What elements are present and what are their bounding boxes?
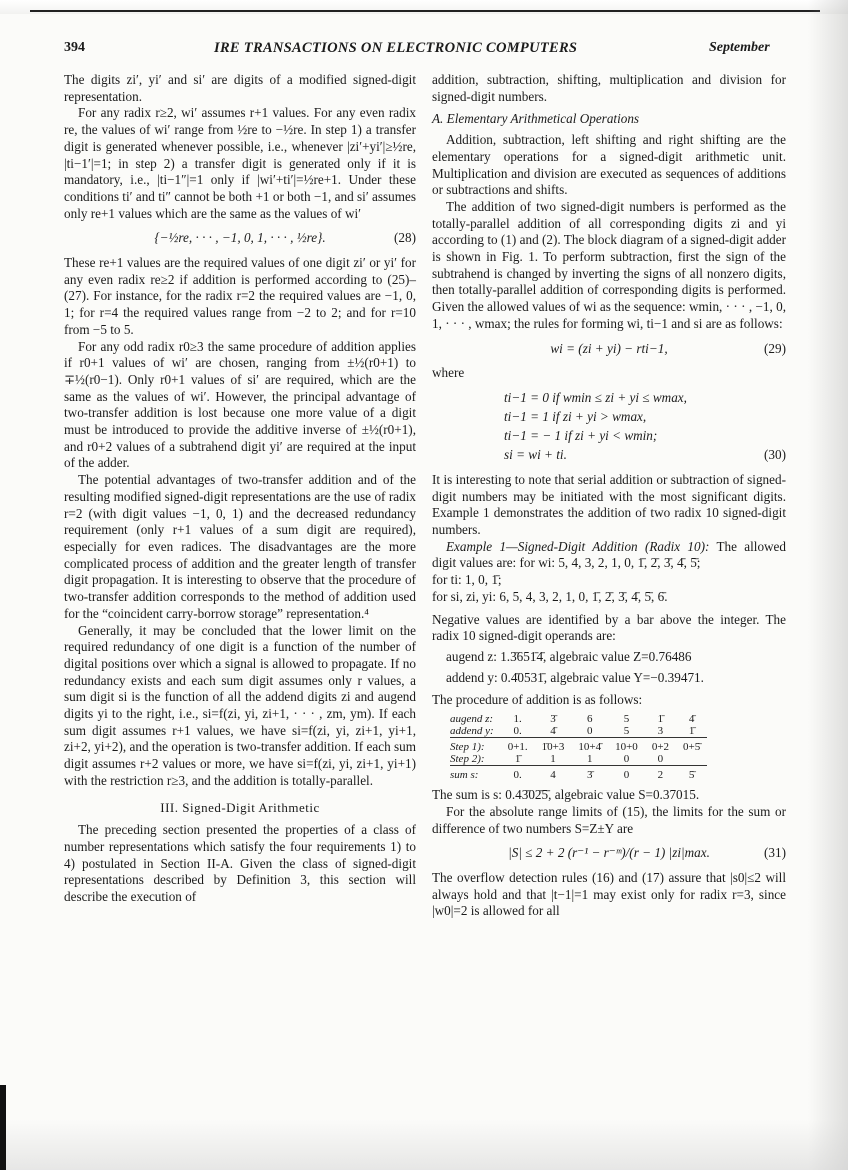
table-cell: 2 — [645, 766, 676, 782]
example-title: Example 1—Signed-Digit Addition (Radix 10): — [446, 538, 710, 554]
table-cell: 3 — [657, 725, 664, 738]
table-cell: 1̄ — [657, 713, 664, 726]
section-heading: III. Signed-Digit Arithmetic — [160, 799, 320, 815]
paragraph: These re+1 values are the required values of one digit zi′ or yi′ for any even radix re≥2 if addition is performed according to (25)–(27). For instance, for the radix r=2 the required values are −1, 0, 1; for r=4 the required values range from −2 to 2; and for r=10 from −5 to 5. — [64, 255, 416, 337]
table-cell: 1. — [513, 713, 522, 726]
issue-month: September — [709, 40, 770, 55]
table-cell: 0+1. — [501, 738, 535, 754]
table-cell: 3̄ — [550, 713, 556, 726]
paragraph: Addition, subtraction, left shifting and right shifting are the elementary operations for a signed-digit arithmetic unit. Multiplication and division are executed as sequences of additions or subtractions and shifts. — [432, 132, 786, 198]
table-cell: 4̄ — [550, 725, 556, 738]
scan-shadow-bottom — [0, 1120, 848, 1170]
table-cell: 6 — [586, 713, 593, 726]
table-cell: 5 — [623, 713, 630, 726]
paragraph: Negative values are identified by a bar above the integer. The radix 10 signed-digit operands are: — [432, 611, 786, 644]
running-header — [64, 40, 800, 60]
table-cell: 1 — [586, 753, 593, 766]
table-cell — [676, 753, 707, 766]
equation-31 — [432, 845, 786, 862]
equation-body: wi = (zi + yi) − rti−1, — [550, 340, 668, 356]
paragraph: Generally, it may be concluded that the lower limit on the required redundancy of one digit is a function of the number of digital positions over which a signal is allowed to propagate. If no redundancy exists and each sum digit assumes only r values, a sum digit si is the function of all the addend digits zi and augend digits yi to the right, i.e., si=f(zi, yi, zi+1, · · · , zm, ym). If each sum digit assumes r+1 values, we have si=f(zi, yi, zi+1, yi+1, zi+2, yi+2), and the operation is two-transfer addition. If each sum digit assumes r+2 values or more, we have si=f(zi, yi, zi+1, yi+1) with the restriction r≥3, and the addition is totally-parallel. — [64, 622, 416, 788]
table-cell: 0+5̄ — [676, 738, 707, 754]
equation-28 — [64, 230, 416, 247]
example-block — [432, 539, 786, 572]
equation-number: (30) — [764, 447, 786, 463]
equation-line: ti−1 = 1 if zi + yi > wmax, — [504, 408, 647, 424]
paragraph: It is interesting to note that serial addition or subtraction of signed-digit numbers may be initiated with the most significant digits. Example 1 demonstrates the addition of two radix 10 signed-digit numbers. — [432, 471, 786, 538]
scan-binding-edge — [0, 1085, 6, 1170]
table-cell: 10+0 — [608, 738, 645, 754]
journal-title: IRE TRANSACTIONS ON ELECTRONIC COMPUTERS — [214, 40, 578, 56]
equation-line: ti−1 = − 1 if zi + yi < wmin; — [504, 427, 658, 443]
equation-number: (28) — [394, 230, 416, 246]
row-label: Step 1): — [450, 738, 501, 754]
row-label: augend z: — [450, 713, 494, 726]
table-row — [450, 766, 707, 782]
operand-augend: augend z: 1.3̄651̄4̄, algebraic value Z=0.76486 — [446, 648, 692, 664]
table-cell: 0 — [608, 766, 645, 782]
example-line: for ti: 1, 0, 1̄; — [432, 572, 502, 588]
table-row — [450, 738, 707, 754]
table-cell: 1̄ — [688, 725, 695, 738]
table-cell: 0 — [657, 753, 664, 766]
row-label: Step 2): — [450, 753, 485, 766]
addition-table — [450, 713, 707, 781]
paragraph: For any radix r≥2, wi′ assumes r+1 values. For any even radix re, the values of wi′ range from ½re to −½re. In step 1) a transfer digit is generated whenever possible, i.e., whenever |zi′+yi′|≥½re, |ti−1′|=1; in step 2) a transfer digit is generated only if it is mandatory, i.e., |ti−1″|=1 only if |wi′+ti′|=½re+1. Under these conditions ti′ and ti″ cannot be both +1 or both −1, and si′ assumes only re+1 values which are the same as the values of wi′ — [64, 105, 416, 221]
table-row — [450, 713, 707, 725]
paragraph: The procedure of addition is as follows: — [432, 692, 643, 708]
table-cell: 5 — [623, 725, 630, 738]
paragraph: The preceding section presented the properties of a class of number representations which satisfy the four requirements 1) to 4) postulated in Section II-A. Given the class of signed-digit representations described by Definition 3, this section will describe the execution of — [64, 822, 416, 905]
table-cell: 4 — [535, 766, 572, 782]
table-cell: 1 — [550, 753, 556, 766]
equation-30 — [504, 388, 786, 464]
paragraph: For the absolute range limits of (15), the limits for the sum or difference of two numbers S=Z±Y are — [432, 803, 786, 836]
paragraph: where — [432, 365, 465, 381]
paragraph: For any odd radix r0≥3 the same procedure of addition applies if r0+1 values of wi′ are chosen, ranging from ±½(r0+1) to ∓½(r0−1). Only r0+1 values of si′ are required, which are the same as the values of wi′. However, the principal advantage of two-transfer addition is lost because one more value of a digit must be introduced to provide the additive inverse of ±½(r0+1), and r0+2 values of a subtrahend digit yi′ are required at the input of the adder. — [64, 338, 416, 471]
equation-number: (31) — [764, 845, 786, 861]
equation-body: {−½re, · · · , −1, 0, 1, · · · , ½re}. — [154, 230, 326, 246]
paragraph: The digits zi′, yi′ and si′ are digits of a modified signed-digit representation. — [64, 72, 416, 104]
subsection-heading: A. Elementary Arithmetical Operations — [432, 111, 640, 127]
equation-line: si = wi + ti. — [504, 446, 567, 462]
table-cell: 5̄ — [676, 766, 707, 782]
table-row — [450, 725, 707, 738]
equation-line: ti−1 = 0 if wmin ≤ zi + yi ≤ wmax, — [504, 389, 687, 405]
table-row — [450, 753, 707, 766]
left-column — [64, 72, 416, 906]
page-number: 394 — [64, 40, 85, 55]
table-cell: 0+2 — [645, 738, 676, 754]
table-cell: 1̄ — [514, 753, 521, 766]
paragraph: The overflow detection rules (16) and (17) assure that |s0|≤2 will always hold and that |t−1|=1 may exist only for radix r=3, since |w0|=2 is allowed for all — [432, 869, 786, 919]
table-cell: 0. — [513, 725, 522, 738]
table-cell: 0 — [623, 753, 630, 766]
paragraph: The potential advantages of two-transfer addition and of the resulting modified signed-digit representations are the use of radix r=2 (with digit values −1, 0, 1) and the decreased redundancy requirement (only r+1 values of a sum digit are required), especially for even radices. The disadvantages are the more complicated process of addition and the greater length of transfer digit propagation. It is interesting to observe that the procedure of two-transfer addition corresponds to the method of addition used for the “coincident carry-borrow storage” representation.⁴ — [64, 472, 416, 621]
paragraph: addition, subtraction, shifting, multiplication and division for signed-digit numbers. — [432, 72, 786, 104]
table-cell: 4̄ — [688, 713, 695, 726]
equation-number: (29) — [764, 340, 786, 356]
row-label: sum s: — [450, 766, 501, 782]
table-cell: 1̄0+3 — [535, 738, 572, 754]
table-cell: 0 — [586, 725, 593, 738]
header-rule — [30, 10, 820, 12]
scan-shadow-right — [808, 0, 848, 1170]
row-label: addend y: — [450, 725, 494, 738]
table-cell: 3̄ — [571, 766, 608, 782]
table-cell: 0. — [501, 766, 535, 782]
example-line: for si, zi, yi: 6, 5, 4, 3, 2, 1, 0, 1̄, 2̄, 3̄, 4̄, 5̄, 6̄. — [432, 588, 668, 604]
equation-29 — [432, 341, 786, 358]
operand-addend: addend y: 0.4̄0531̄, algebraic value Y=−0.39471. — [446, 669, 704, 685]
equation-body: |S| ≤ 2 + 2 (r⁻¹ − r⁻ᵐ)/(r − 1) |zi|max. — [508, 845, 710, 861]
right-column — [432, 72, 786, 920]
table-cell: 10+4̄ — [571, 738, 608, 754]
paragraph: The sum is s: 0.43̄02̄5̄, algebraic value S=0.37015. — [432, 787, 700, 803]
paragraph: The addition of two signed-digit numbers is performed as the totally-parallel addition of all corresponding digits zi and yi according to (1) and (2). The block diagram of a signed-digit adder is shown in Fig. 1. To perform subtraction, first the sign of the subtrahend is changed by inverting the signs of all nonzero digits, then totally-parallel addition of corresponding digits is performed. Given the allowed values of wi as the sequence: wmin, · · · , −1, 0, 1, · · · , wmax; the rules for forming wi, ti−1 and si are as follows: — [432, 198, 786, 331]
example-text: The allowed digit values are: for wi: 5, 4, 3, 2, 1, 0, 1̄, 2̄, 3̄, 4̄, 5̄; — [432, 538, 787, 571]
